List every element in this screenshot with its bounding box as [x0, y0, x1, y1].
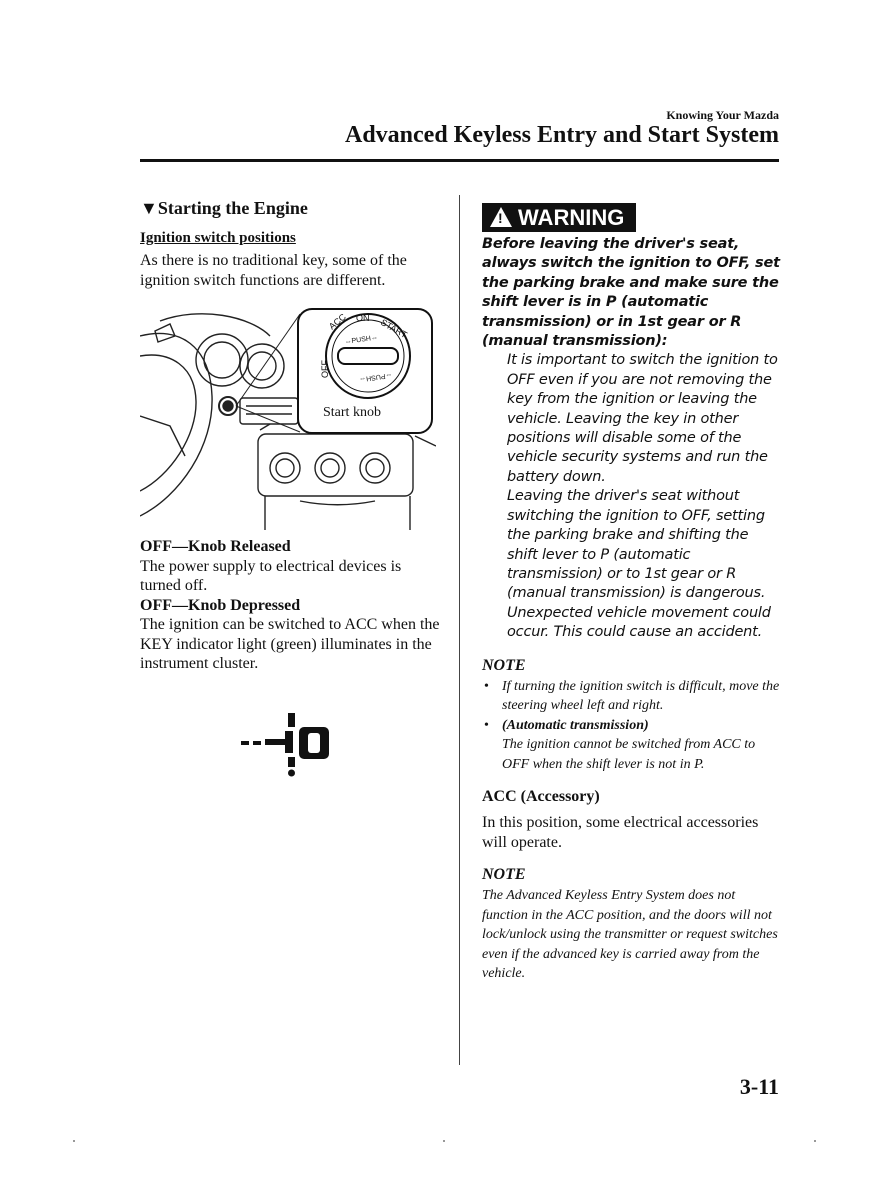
warning-label: WARNING: [518, 205, 625, 230]
note-item: [482, 716, 782, 775]
note-heading-2: NOTE: [482, 866, 526, 884]
note-list: [482, 677, 782, 775]
chapter-header: Knowing Your Mazda: [666, 108, 779, 122]
column-divider: [459, 195, 460, 1065]
off-depressed-text: The ignition can be switched to ACC when the KEY indicator light (green) illuminates in the instrument cluster.: [140, 616, 440, 672]
page-number: 3-11: [739, 1074, 779, 1099]
note-text-2: The Advanced Keyless Entry System does not function in the ACC position, and the doors will not lock/unlock using the transmitter or request switches even if the advanced key is carried away from the vehicle.: [482, 888, 778, 982]
subsection-heading: Ignition switch positions: [140, 230, 296, 246]
dial-on: ON: [356, 313, 370, 323]
off-released-title: OFF—Knob Released: [140, 538, 291, 555]
acc-heading: ACC (Accessory): [482, 788, 600, 806]
off-descriptions: [140, 537, 440, 674]
header-rule: [140, 159, 779, 162]
dial-acc: ACC: [326, 311, 348, 332]
dial-off: OFF: [320, 360, 330, 378]
dial-start: START: [379, 317, 409, 341]
intro-text: As there is no traditional key, some of the ignition switch functions are different.: [140, 252, 407, 289]
push-bottom: ⇔PUSH⇔: [358, 371, 393, 383]
warning-body-2: Leaving the driver's seat without switching the ignition to OFF, setting the parking brake and shifting the shift lever to P (automatic transmission) or to 1st gear or R (manual transmission) is dangerous. Unexpected vehicle movement could occur. This could cause an accident.: [507, 488, 771, 641]
warning-body: It is important to switch the ignition to OFF even if you are not removing the key from the ignition or leaving the vehicle. Leaving the key in other positions will disable some of the vehicle security systems and run the battery down.: [507, 352, 778, 485]
page-title: Advanced Keyless Entry and Start System: [344, 122, 779, 148]
key-indicator-icon: [241, 711, 335, 779]
note-item-text: The ignition cannot be switched from ACC to OFF when the shift lever is not in P.: [502, 737, 756, 772]
right-column: [482, 203, 782, 984]
note-item-title: (Automatic transmission): [502, 717, 649, 733]
note-item: • If turning the ignition switch is difficult, move the steering wheel left and right.: [482, 677, 782, 716]
print-mark: [814, 1140, 816, 1142]
left-column: [140, 196, 440, 290]
off-depressed-title: OFF—Knob Depressed: [140, 596, 301, 614]
dashboard-illustration: [140, 306, 436, 530]
acc-text: In this position, some electrical accessories will operate.: [482, 814, 759, 851]
print-mark: [443, 1140, 445, 1142]
ignition-figure: [140, 306, 436, 530]
warning-triangle-icon: !: [490, 207, 512, 227]
push-top: ⇔PUSH⇔: [344, 334, 379, 346]
off-released-text: The power supply to electrical devices is turned off.: [140, 557, 402, 594]
print-mark: [73, 1140, 75, 1142]
warning-lead: Before leaving the driver's seat, always switch the ignition to OFF, set the parking brake and make sure the shift lever is in P (automatic transmission) or in 1st gear or R (manual transmission):: [482, 236, 780, 350]
section-heading: ▼Starting the Engine: [140, 198, 308, 218]
warning-badge: [482, 203, 636, 232]
note-heading: NOTE: [482, 656, 526, 674]
start-knob-label: Start knob: [323, 405, 381, 420]
